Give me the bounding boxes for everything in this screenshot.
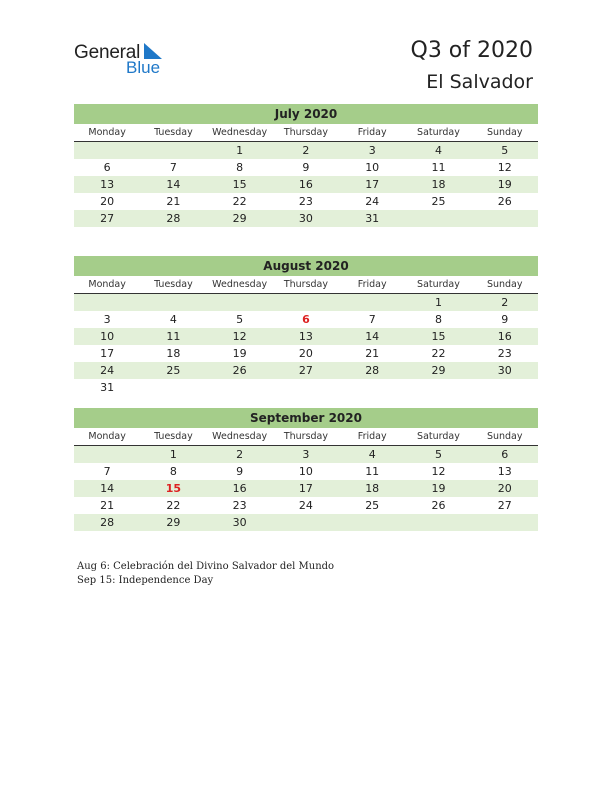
logo-word-general: General [74, 42, 141, 63]
day-cell: 15 [232, 178, 247, 191]
holiday-notes [77, 560, 334, 587]
day-cell: 30 [298, 212, 313, 225]
week-row [74, 345, 538, 362]
day-cell: 1 [236, 144, 244, 157]
day-cell: 27 [497, 499, 512, 512]
month-title: September 2020 [74, 408, 538, 428]
month-title: July 2020 [74, 104, 538, 124]
day-cell: 3 [103, 313, 111, 326]
week-row [74, 142, 538, 159]
weekday-label: Friday [357, 279, 387, 290]
weekday-label: Monday [88, 127, 126, 138]
day-cell: 14 [100, 482, 115, 495]
day-cell: 12 [431, 465, 446, 478]
day-cell: 16 [298, 178, 313, 191]
empty-day-cell [207, 294, 273, 311]
weekday-header-row [74, 124, 538, 142]
weekday-label: Saturday [417, 431, 460, 442]
empty-day-cell [472, 379, 538, 396]
day-cell: 22 [166, 499, 181, 512]
day-cell: 8 [236, 161, 244, 174]
day-cell: 20 [298, 347, 313, 360]
weekday-label: Saturday [417, 279, 460, 290]
day-cell: 5 [434, 448, 442, 461]
empty-day-cell [207, 379, 273, 396]
empty-day-cell [140, 379, 206, 396]
empty-day-cell [472, 210, 538, 227]
day-cell: 5 [501, 144, 509, 157]
day-cell: 21 [365, 347, 380, 360]
day-cell: 29 [166, 516, 181, 529]
day-cell: 1 [169, 448, 177, 461]
week-row [74, 480, 538, 497]
weekday-label: Sunday [486, 431, 523, 442]
day-cell: 16 [497, 330, 512, 343]
day-cell: 26 [232, 364, 247, 377]
day-cell: 18 [431, 178, 446, 191]
day-cell: 6 [302, 313, 310, 326]
week-row [74, 159, 538, 176]
day-cell: 11 [166, 330, 181, 343]
weekday-label: Monday [88, 279, 126, 290]
day-cell: 30 [497, 364, 512, 377]
day-cell: 11 [431, 161, 446, 174]
day-cell: 3 [368, 144, 376, 157]
page-title: Q3 of 2020 [410, 38, 533, 63]
day-cell: 16 [232, 482, 247, 495]
day-cell: 29 [431, 364, 446, 377]
empty-day-cell [273, 379, 339, 396]
weekday-label: Thursday [283, 279, 329, 290]
day-cell: 12 [232, 330, 247, 343]
week-row [74, 362, 538, 379]
day-cell: 19 [232, 347, 247, 360]
empty-day-cell [339, 294, 405, 311]
day-cell: 30 [232, 516, 247, 529]
empty-day-cell [140, 294, 206, 311]
day-cell: 20 [497, 482, 512, 495]
weekday-label: Wednesday [212, 431, 268, 442]
empty-day-cell [74, 446, 140, 463]
day-cell: 20 [100, 195, 115, 208]
week-row [74, 514, 538, 531]
day-cell: 31 [365, 212, 380, 225]
weekday-label: Tuesday [154, 127, 193, 138]
day-cell: 19 [497, 178, 512, 191]
day-cell: 6 [103, 161, 111, 174]
month-calendar [74, 408, 538, 531]
week-row [74, 176, 538, 193]
empty-day-cell [405, 210, 471, 227]
day-cell: 19 [431, 482, 446, 495]
day-cell: 24 [365, 195, 380, 208]
day-cell: 31 [100, 381, 115, 394]
day-cell: 26 [431, 499, 446, 512]
weekday-label: Tuesday [154, 431, 193, 442]
weekday-label: Tuesday [154, 279, 193, 290]
day-cell: 6 [501, 448, 509, 461]
logo-triangle-icon [142, 43, 162, 59]
week-row [74, 379, 538, 396]
month-calendar [74, 104, 538, 227]
day-cell: 21 [166, 195, 181, 208]
day-cell: 10 [100, 330, 115, 343]
day-cell: 3 [302, 448, 310, 461]
day-cell: 10 [298, 465, 313, 478]
weekday-header-row [74, 428, 538, 446]
weekday-label: Wednesday [212, 127, 268, 138]
day-cell: 18 [365, 482, 380, 495]
day-cell: 15 [431, 330, 446, 343]
weekday-label: Wednesday [212, 279, 268, 290]
generalblue-logo [74, 42, 184, 82]
month-calendar [74, 256, 538, 396]
weekday-header-row [74, 276, 538, 294]
day-cell: 14 [166, 178, 181, 191]
empty-day-cell [472, 514, 538, 531]
day-cell: 13 [100, 178, 115, 191]
day-cell: 17 [100, 347, 115, 360]
day-cell: 2 [302, 144, 310, 157]
day-cell: 7 [368, 313, 376, 326]
day-cell: 24 [100, 364, 115, 377]
week-row [74, 193, 538, 210]
day-cell: 23 [298, 195, 313, 208]
day-cell: 7 [169, 161, 177, 174]
day-cell: 22 [431, 347, 446, 360]
empty-day-cell [339, 514, 405, 531]
day-cell: 28 [166, 212, 181, 225]
week-row [74, 463, 538, 480]
week-row [74, 210, 538, 227]
day-cell: 9 [302, 161, 310, 174]
day-cell: 29 [232, 212, 247, 225]
day-cell: 25 [166, 364, 181, 377]
day-cell: 23 [232, 499, 247, 512]
weekday-label: Thursday [283, 431, 329, 442]
day-cell: 21 [100, 499, 115, 512]
day-cell: 25 [431, 195, 446, 208]
weekday-label: Sunday [486, 279, 523, 290]
day-cell: 9 [236, 465, 244, 478]
holiday-note: Aug 6: Celebración del Divino Salvador del Mundo [77, 561, 335, 572]
day-cell: 4 [434, 144, 442, 157]
day-cell: 14 [365, 330, 380, 343]
day-cell: 5 [236, 313, 244, 326]
week-row [74, 497, 538, 514]
day-cell: 7 [103, 465, 111, 478]
day-cell: 18 [166, 347, 181, 360]
day-cell: 2 [236, 448, 244, 461]
day-cell: 4 [169, 313, 177, 326]
weekday-label: Friday [357, 127, 387, 138]
empty-day-cell [74, 294, 140, 311]
day-cell: 27 [298, 364, 313, 377]
holiday-note: Sep 15: Independence Day [77, 574, 214, 586]
day-cell: 24 [298, 499, 313, 512]
day-cell: 26 [497, 195, 512, 208]
day-cell: 15 [165, 482, 182, 495]
empty-day-cell [273, 294, 339, 311]
day-cell: 1 [434, 296, 442, 309]
day-cell: 17 [365, 178, 380, 191]
week-row [74, 446, 538, 463]
weekday-label: Monday [88, 431, 126, 442]
empty-day-cell [405, 514, 471, 531]
week-row [74, 294, 538, 311]
day-cell: 10 [365, 161, 380, 174]
day-cell: 17 [298, 482, 313, 495]
empty-day-cell [74, 142, 140, 159]
weekday-label: Sunday [486, 127, 523, 138]
day-cell: 13 [298, 330, 313, 343]
week-row [74, 311, 538, 328]
day-cell: 27 [100, 212, 115, 225]
day-cell: 23 [497, 347, 512, 360]
empty-day-cell [273, 514, 339, 531]
logo-word-blue: Blue [126, 58, 161, 77]
empty-day-cell [140, 142, 206, 159]
day-cell: 22 [232, 195, 247, 208]
day-cell: 8 [434, 313, 442, 326]
weekday-label: Saturday [417, 127, 460, 138]
day-cell: 28 [365, 364, 380, 377]
day-cell: 11 [365, 465, 380, 478]
empty-day-cell [405, 379, 471, 396]
weekday-label: Thursday [283, 127, 329, 138]
day-cell: 9 [501, 313, 509, 326]
day-cell: 25 [365, 499, 380, 512]
week-row [74, 328, 538, 345]
empty-day-cell [339, 379, 405, 396]
day-cell: 4 [368, 448, 376, 461]
country-name: El Salvador [426, 71, 533, 93]
day-cell: 12 [497, 161, 512, 174]
day-cell: 2 [501, 296, 509, 309]
day-cell: 28 [100, 516, 115, 529]
day-cell: 8 [169, 465, 177, 478]
month-title: August 2020 [74, 256, 538, 276]
weekday-label: Friday [357, 431, 387, 442]
day-cell: 13 [497, 465, 512, 478]
